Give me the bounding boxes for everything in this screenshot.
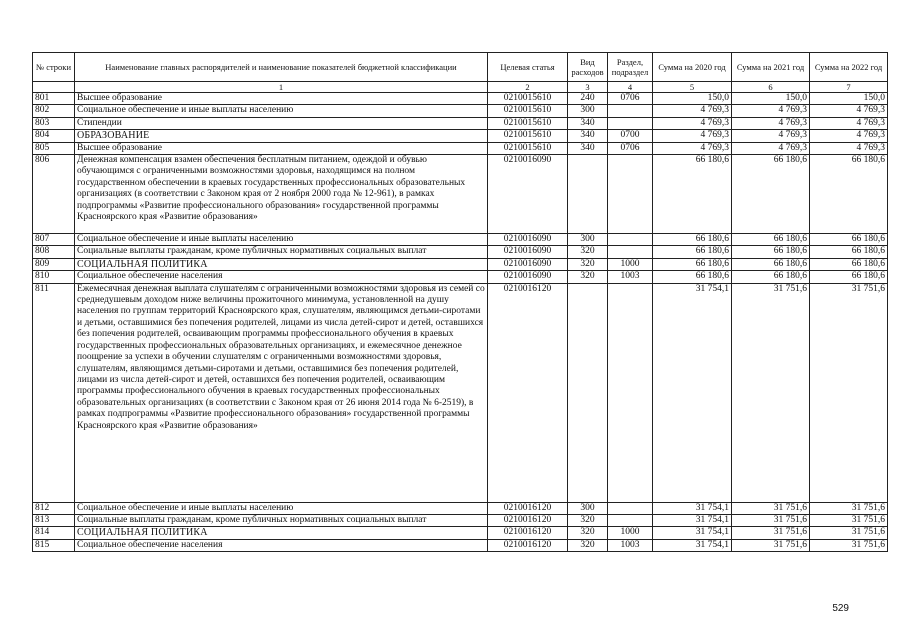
row-expense-type: 340 — [568, 142, 608, 154]
row-section — [608, 117, 653, 129]
row-sum-2020: 66 180,6 — [653, 155, 732, 234]
row-sum-2022: 4 769,3 — [810, 105, 888, 117]
row-section — [608, 502, 653, 514]
row-expense-type: 320 — [568, 527, 608, 539]
header-section: Раздел, подраздел — [608, 53, 653, 82]
row-sum-2021: 31 751,6 — [732, 527, 810, 539]
table-row — [33, 105, 888, 117]
row-target: 0210016120 — [488, 527, 568, 539]
row-name: СОЦИАЛЬНАЯ ПОЛИТИКА — [75, 527, 488, 539]
row-sum-2022: 150,0 — [810, 93, 888, 105]
row-sum-2020: 150,0 — [653, 93, 732, 105]
row-section: 0700 — [608, 130, 653, 142]
row-sum-2022: 4 769,3 — [810, 142, 888, 154]
header-sum-2021: Сумма на 2021 год — [732, 53, 810, 82]
row-sum-2022: 31 751,6 — [810, 527, 888, 539]
row-expense-type: 300 — [568, 234, 608, 246]
row-number: 803 — [33, 117, 75, 129]
row-section: 1003 — [608, 539, 653, 551]
row-target: 0210016120 — [488, 502, 568, 514]
row-sum-2020: 4 769,3 — [653, 117, 732, 129]
row-target: 0210015610 — [488, 105, 568, 117]
row-target: 0210016120 — [488, 515, 568, 527]
row-expense-type — [568, 283, 608, 502]
row-number: 804 — [33, 130, 75, 142]
row-number: 815 — [33, 539, 75, 551]
row-name: Стипендии — [75, 117, 488, 129]
column-number — [33, 82, 75, 93]
row-target: 0210015610 — [488, 93, 568, 105]
header-sum-2022: Сумма на 2022 год — [810, 53, 888, 82]
row-section: 0706 — [608, 142, 653, 154]
row-target: 0210016090 — [488, 234, 568, 246]
row-sum-2020: 66 180,6 — [653, 271, 732, 283]
row-section — [608, 105, 653, 117]
row-sum-2022: 66 180,6 — [810, 246, 888, 258]
row-target: 0210016120 — [488, 539, 568, 551]
row-sum-2020: 4 769,3 — [653, 142, 732, 154]
row-expense-type: 320 — [568, 271, 608, 283]
row-sum-2021: 66 180,6 — [732, 155, 810, 234]
row-sum-2022: 66 180,6 — [810, 155, 888, 234]
row-target: 0210016090 — [488, 246, 568, 258]
row-sum-2022: 66 180,6 — [810, 271, 888, 283]
column-number: 4 — [608, 82, 653, 93]
row-expense-type — [568, 155, 608, 234]
header-row-no: № строки — [33, 53, 75, 82]
table-row — [33, 283, 888, 502]
row-target: 0210015610 — [488, 117, 568, 129]
row-sum-2021: 31 751,6 — [732, 539, 810, 551]
row-target: 0210015610 — [488, 130, 568, 142]
row-sum-2020: 31 754,1 — [653, 515, 732, 527]
row-target: 0210016090 — [488, 258, 568, 270]
table-row — [33, 130, 888, 142]
column-number: 5 — [653, 82, 732, 93]
row-number: 801 — [33, 93, 75, 105]
row-section — [608, 515, 653, 527]
row-sum-2021: 66 180,6 — [732, 271, 810, 283]
row-sum-2020: 31 754,1 — [653, 502, 732, 514]
row-sum-2020: 66 180,6 — [653, 234, 732, 246]
row-sum-2020: 4 769,3 — [653, 105, 732, 117]
row-expense-type: 300 — [568, 502, 608, 514]
row-target: 0210015610 — [488, 142, 568, 154]
row-name: Социальное обеспечение и иные выплаты населению — [75, 502, 488, 514]
row-number: 807 — [33, 234, 75, 246]
table-body — [33, 93, 888, 552]
row-sum-2020: 4 769,3 — [653, 130, 732, 142]
row-number: 814 — [33, 527, 75, 539]
table-row — [33, 246, 888, 258]
table-row — [33, 142, 888, 154]
row-name: Социальное обеспечение населения — [75, 539, 488, 551]
column-number: 7 — [810, 82, 888, 93]
row-name: Социальные выплаты гражданам, кроме публичных нормативных социальных выплат — [75, 246, 488, 258]
column-number: 6 — [732, 82, 810, 93]
column-number: 3 — [568, 82, 608, 93]
column-number: 1 — [75, 82, 488, 93]
row-name: Высшее образование — [75, 142, 488, 154]
row-sum-2022: 4 769,3 — [810, 130, 888, 142]
row-number: 810 — [33, 271, 75, 283]
row-expense-type: 240 — [568, 93, 608, 105]
row-sum-2020: 66 180,6 — [653, 246, 732, 258]
table-row — [33, 155, 888, 234]
table-row — [33, 515, 888, 527]
row-name: Высшее образование — [75, 93, 488, 105]
row-expense-type: 320 — [568, 258, 608, 270]
column-number: 2 — [488, 82, 568, 93]
table-row — [33, 502, 888, 514]
row-name: Ежемесячная денежная выплата слушателям с ограниченными возможностями здоровья из семей со среднедушевым доходом ниже величины прожиточного минимума, установленной на душу населения по группам территорий Красноярского края, слушателям, являющимся детьми-сиротами и детьми, оставшимися без попечения родителей, лицами из числа детей-сирот и детей, оставшихся без попечения родителей, осваивающим программы профессионального обучения в краевых государственных профессиональных образовательных организациях, и ежемесячное денежное поощрение за успехи в обучении слушателям с ограниченными возможностями здоровья, слушателям, являющимся детьми-сиротами и детьми, оставшимися без попечения родителей, лицами из числа детей-сирот и детей, оставшихся без попечения родителей, осваивающим программы профессионального обучения в краевых государственных профессиональных образовательных организациях (в соответствии с Законом края от 26 июня 2014 года № 6-2519), в рамках подпрограммы «Развитие профессионального образования» государственной программы Красноярского края «Развитие образования» — [75, 283, 488, 502]
row-section — [608, 246, 653, 258]
row-sum-2021: 66 180,6 — [732, 246, 810, 258]
row-sum-2022: 31 751,6 — [810, 502, 888, 514]
row-section: 1003 — [608, 271, 653, 283]
row-sum-2020: 31 754,1 — [653, 539, 732, 551]
page-number: 529 — [832, 603, 849, 614]
row-section: 1000 — [608, 527, 653, 539]
row-sum-2022: 31 751,6 — [810, 283, 888, 502]
header-target: Целевая статья — [488, 53, 568, 82]
budget-table — [32, 52, 888, 552]
row-target: 0210016090 — [488, 155, 568, 234]
row-number: 809 — [33, 258, 75, 270]
row-name: СОЦИАЛЬНАЯ ПОЛИТИКА — [75, 258, 488, 270]
row-section — [608, 234, 653, 246]
row-sum-2021: 66 180,6 — [732, 258, 810, 270]
row-sum-2022: 66 180,6 — [810, 234, 888, 246]
table-row — [33, 93, 888, 105]
table-row — [33, 117, 888, 129]
row-name: Социальные выплаты гражданам, кроме публичных нормативных социальных выплат — [75, 515, 488, 527]
row-sum-2021: 66 180,6 — [732, 234, 810, 246]
row-sum-2022: 31 751,6 — [810, 515, 888, 527]
row-sum-2021: 4 769,3 — [732, 130, 810, 142]
row-sum-2021: 31 751,6 — [732, 515, 810, 527]
row-sum-2021: 31 751,6 — [732, 283, 810, 502]
row-section — [608, 155, 653, 234]
row-section: 0706 — [608, 93, 653, 105]
row-expense-type: 340 — [568, 130, 608, 142]
row-section — [608, 283, 653, 502]
row-section: 1000 — [608, 258, 653, 270]
table-row — [33, 258, 888, 270]
row-name: ОБРАЗОВАНИЕ — [75, 130, 488, 142]
row-number: 812 — [33, 502, 75, 514]
table-row — [33, 271, 888, 283]
row-number: 806 — [33, 155, 75, 234]
row-sum-2020: 31 754,1 — [653, 283, 732, 502]
row-number: 805 — [33, 142, 75, 154]
header-row — [33, 53, 888, 82]
row-sum-2022: 66 180,6 — [810, 258, 888, 270]
row-name: Социальное обеспечение населения — [75, 271, 488, 283]
header-expense-type: Вид расходов — [568, 53, 608, 82]
row-expense-type: 340 — [568, 117, 608, 129]
row-number: 808 — [33, 246, 75, 258]
row-number: 813 — [33, 515, 75, 527]
row-sum-2022: 31 751,6 — [810, 539, 888, 551]
header-sum-2020: Сумма на 2020 год — [653, 53, 732, 82]
row-name: Социальное обеспечение и иные выплаты населению — [75, 105, 488, 117]
row-sum-2021: 4 769,3 — [732, 117, 810, 129]
row-sum-2021: 31 751,6 — [732, 502, 810, 514]
header-name: Наименование главных распорядителей и наименование показателей бюджетной классификации — [75, 53, 488, 82]
table-row — [33, 539, 888, 551]
row-sum-2021: 4 769,3 — [732, 142, 810, 154]
row-expense-type: 320 — [568, 515, 608, 527]
row-sum-2022: 4 769,3 — [810, 117, 888, 129]
row-expense-type: 320 — [568, 246, 608, 258]
row-sum-2020: 66 180,6 — [653, 258, 732, 270]
row-name: Денежная компенсация взамен обеспечения бесплатным питанием, одеждой и обувью обучающимся с ограниченными возможностями здоровья, находящимся на полном государственном обеспечении в краевых государственных профессиональных образовательных организациях (в соответствии с Законом края от 2 ноября 2000 года № 12-961), в рамках подпрограммы «Развитие профессионального образования» государственной программы Красноярского края «Развитие образования» — [75, 155, 488, 234]
row-number: 811 — [33, 283, 75, 502]
table-row — [33, 234, 888, 246]
table-row — [33, 527, 888, 539]
row-expense-type: 300 — [568, 105, 608, 117]
row-expense-type: 320 — [568, 539, 608, 551]
row-sum-2020: 31 754,1 — [653, 527, 732, 539]
row-name: Социальное обеспечение и иные выплаты населению — [75, 234, 488, 246]
row-target: 0210016090 — [488, 271, 568, 283]
row-sum-2021: 150,0 — [732, 93, 810, 105]
column-number-row — [33, 82, 888, 93]
row-sum-2021: 4 769,3 — [732, 105, 810, 117]
row-number: 802 — [33, 105, 75, 117]
row-target: 0210016120 — [488, 283, 568, 502]
